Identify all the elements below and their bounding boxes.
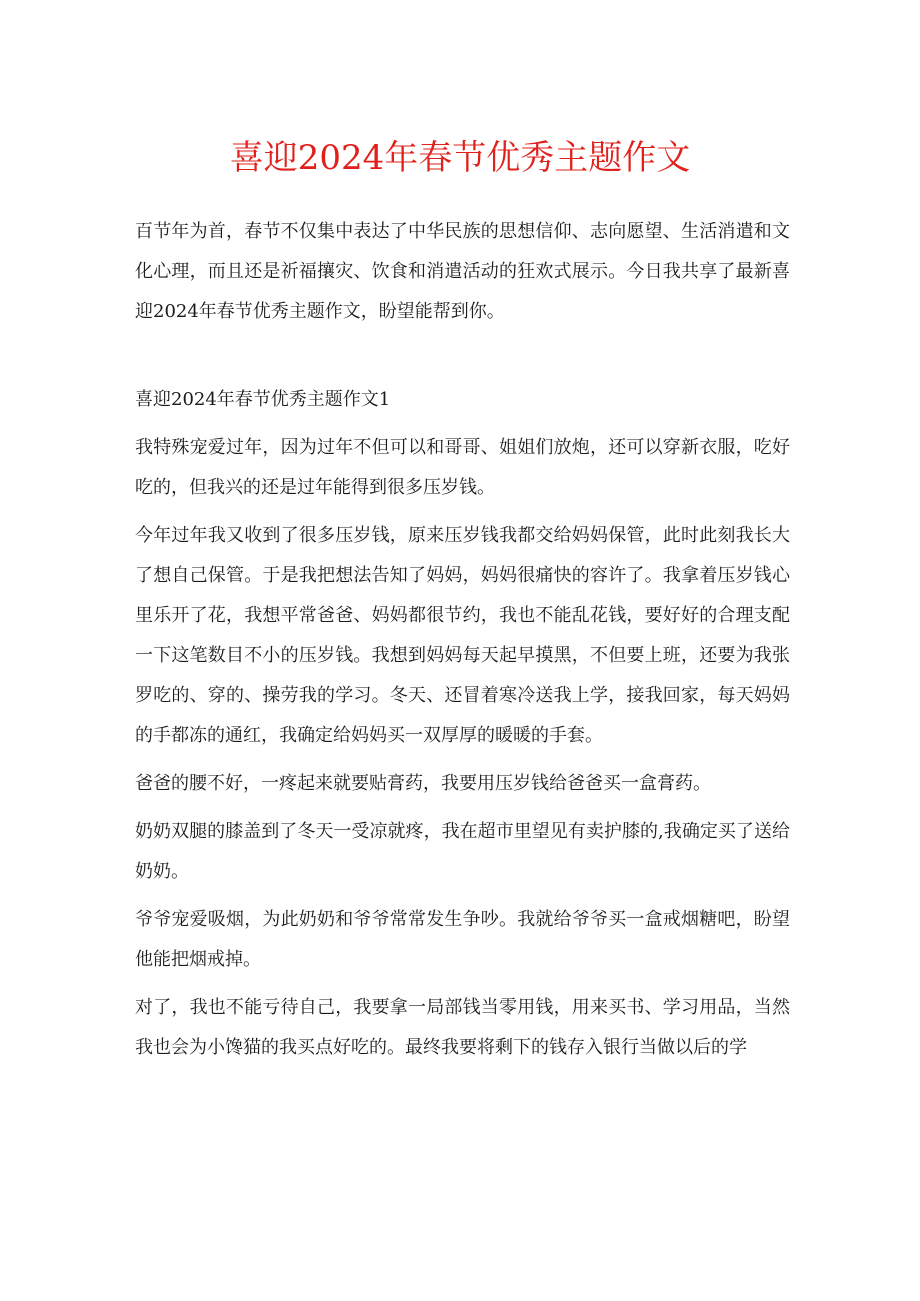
spacer <box>135 980 790 988</box>
document-title: 喜迎2024年春节优秀主题作文 <box>229 138 691 178</box>
body-paragraph: 爷爷宠爱吸烟，为此奶奶和爷爷常常发生争吵。我就给爷爷买一盒戒烟糖吧，盼望他能把烟戒掉。 <box>135 909 790 970</box>
spacer <box>135 804 790 812</box>
body-paragraph: 奶奶双腿的膝盖到了冬天一受凉就疼，我在超市里望见有卖护膝的,我确定买了送给奶奶。 <box>135 821 790 882</box>
section-heading: 喜迎2024年春节优秀主题作文1 <box>135 389 391 410</box>
spacer <box>135 372 790 380</box>
spacer <box>135 892 790 900</box>
intro-paragraph: 百节年为首，春节不仅集中表达了中华民族的思想信仰、志向愿望、生活消遣和文化心理，而且还是祈福攘灾、饮食和消遣活动的狂欢式展示。今日我共享了最新喜迎2024年春节优秀主题作文，盼望能帮到你。 <box>135 221 790 322</box>
body-paragraph: 爸爸的腰不好，一疼起来就要贴膏药，我要用压岁钱给爸爸买一盒膏药。 <box>135 773 711 794</box>
body-paragraph: 今年过年我又收到了很多压岁钱，原来压岁钱我都交给妈妈保管，此时此刻我长大了想自己保管。于是我把想法告知了妈妈，妈妈很痛快的容许了。我拿着压岁钱心里乐开了花，我想平常爸爸、妈妈都很节约，我也不能乱花钱，要好好的合理支配一下这笔数目不小的压岁钱。我想到妈妈每天起早摸黑，不但要上班，还要为我张罗吃的、穿的、操劳我的学习。冬天、还冒着寒冷送我上学，接我回家，每天妈妈的手都冻的通红，我确定给妈妈买一双厚厚的暖暖的手套。 <box>135 525 790 746</box>
document-body <box>135 212 790 1068</box>
spacer <box>135 756 790 764</box>
body-paragraph: 对了，我也不能亏待自己，我要拿一局部钱当零用钱，用来买书、学习用品，当然我也会为小馋猫的我买点好吃的。最终我要将剩下的钱存入银行当做以后的学 <box>135 997 790 1058</box>
body-paragraph: 我特殊宠爱过年，因为过年不但可以和哥哥、姐姐们放炮，还可以穿新衣服，吃好吃的，但我兴的还是过年能得到很多压岁钱。 <box>135 437 790 498</box>
spacer <box>135 332 790 372</box>
spacer <box>135 420 790 428</box>
spacer <box>135 508 790 516</box>
